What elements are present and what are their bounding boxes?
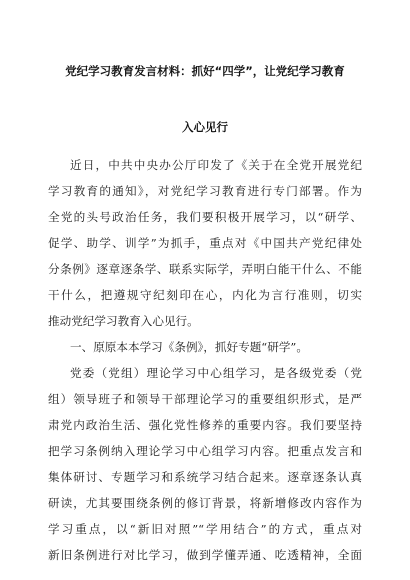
body-paragraph-line: 肃党内政治生活、强化党性修养的重要内容。我们要坚持: [48, 418, 362, 432]
body-paragraph-line: 集体研讨、专题学习和系统学习结合起来。逐章逐条认真: [48, 470, 362, 484]
body-paragraph-line: 新旧条例进行对比学习，做到学懂弄通、吃透精神，全面: [48, 548, 362, 562]
document-title-line-1: 党纪学习教育发言材料：抓好“四学”，让党纪学习教育: [65, 64, 345, 78]
document-title-line-2: 入心见行: [182, 120, 228, 134]
body-paragraph-line: 学习教育的通知》，对党纪学习教育进行专门部署。作为: [48, 184, 362, 198]
body-paragraph-line: 党委（党组）理论学习中心组学习，是各级党委（党: [70, 366, 362, 380]
body-paragraph-line: 分条例》逐章逐条学、联系实际学，弄明白能干什么、不能: [48, 262, 362, 276]
body-paragraph-line: 推动党纪学习教育入心见行。: [48, 314, 199, 328]
body-paragraph-line: 全党的头号政治任务，我们要积极开展学习，以“研学、: [48, 210, 362, 224]
body-paragraph-line: 研读，尤其要围绕条例的修订背景，将新增修改内容作为: [48, 496, 362, 510]
body-paragraph-line: 近日，中共中央办公厅印发了《关于在全党开展党纪: [70, 158, 362, 172]
section-heading: 一、原原本本学习《条例》，抓好专题“研学”。: [70, 340, 308, 354]
body-paragraph-line: 干什么，把遵规守纪刻印在心，内化为言行准则，切实: [48, 288, 362, 302]
body-paragraph-line: 学习重点，以“新旧对照”“学用结合”的方式，重点对: [48, 522, 362, 536]
body-paragraph-line: 促学、助学、训学”为抓手，重点对《中国共产党纪律处: [48, 236, 362, 250]
body-paragraph-line: 组）领导班子和领导干部理论学习的重要组织形式，是严: [48, 392, 362, 406]
body-paragraph-line: 把学习条例纳入理论学习中心组学习内容。把重点发言和: [48, 444, 362, 458]
